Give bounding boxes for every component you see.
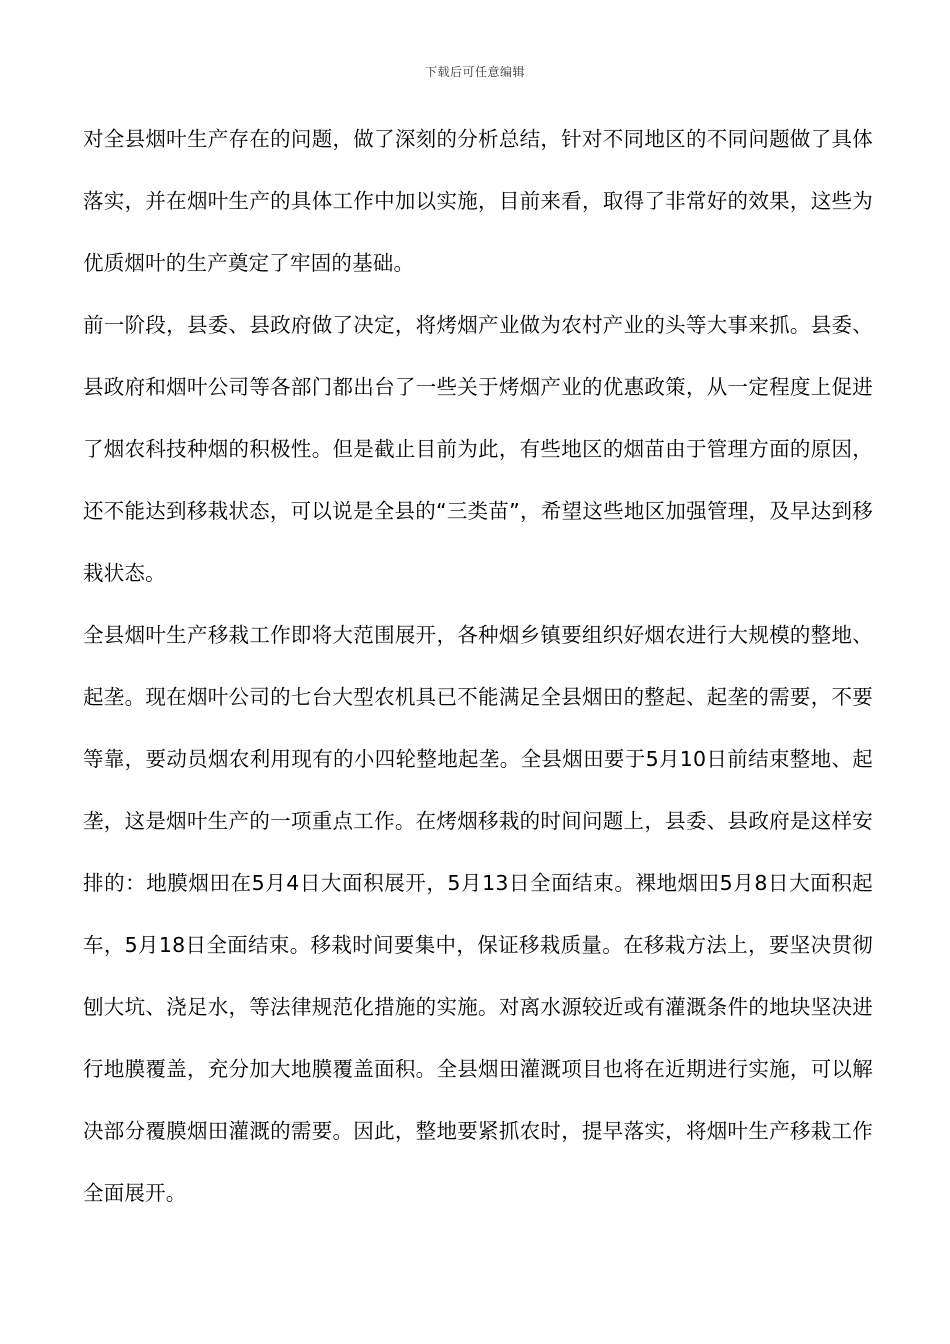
page-header-note: 下载后可任意编辑	[424, 65, 525, 79]
document-body	[83, 108, 873, 1224]
paragraph-analysis-summary: 对全县烟叶生产存在的问题，做了深刻的分析总结，针对不同地区的不同问题做了具体落实，并在烟叶生产的具体工作中加以实施，目前来看，取得了非常好的效果，这些为优质烟叶的生产奠定了牢固的基础。	[83, 127, 873, 275]
paragraph-transplant-work: 全县烟叶生产移栽工作即将大范围展开，各种烟乡镇要组织好烟农进行大规模的整地、起垄。现在烟叶公司的七台大型农机具已不能满足全县烟田的整起、起垄的需要，不要等靠，要动员烟农利用现有的小四轮整地起垄。全县烟田要于5月10日前结束整地、起垄，这是烟叶生产的一项重点工作。在烤烟移栽的时间问题上，县委、县政府是这样安排的：地膜烟田在5月4日大面积展开，5月13日全面结束。裸地烟田5月8日大面积起车，5月18日全面结束。移栽时间要集中，保证移栽质量。在移栽方法上，要坚决贯彻刨大坑、浇足水，等法律规范化措施的实施。对离水源较近或有灌溉条件的地块坚决进行地膜覆盖，充分加大地膜覆盖面积。全县烟田灌溉项目也将在近期进行实施，可以解决部分覆膜烟田灌溉的需要。因此，整地要紧抓农时，提早落实，将烟叶生产移栽工作全面展开。	[83, 623, 873, 1205]
paragraph-policy-decision: 前一阶段，县委、县政府做了决定，将烤烟产业做为农村产业的头等大事来抓。县委、县政府和烟叶公司等各部门都出台了一些关于烤烟产业的优惠政策，从一定程度上促进了烟农科技种烟的积极性。但是截止目前为此，有些地区的烟苗由于管理方面的原因，还不能达到移栽状态，可以说是全县的“三类苗”，希望这些地区加强管理，及早达到移栽状态。	[83, 313, 873, 585]
